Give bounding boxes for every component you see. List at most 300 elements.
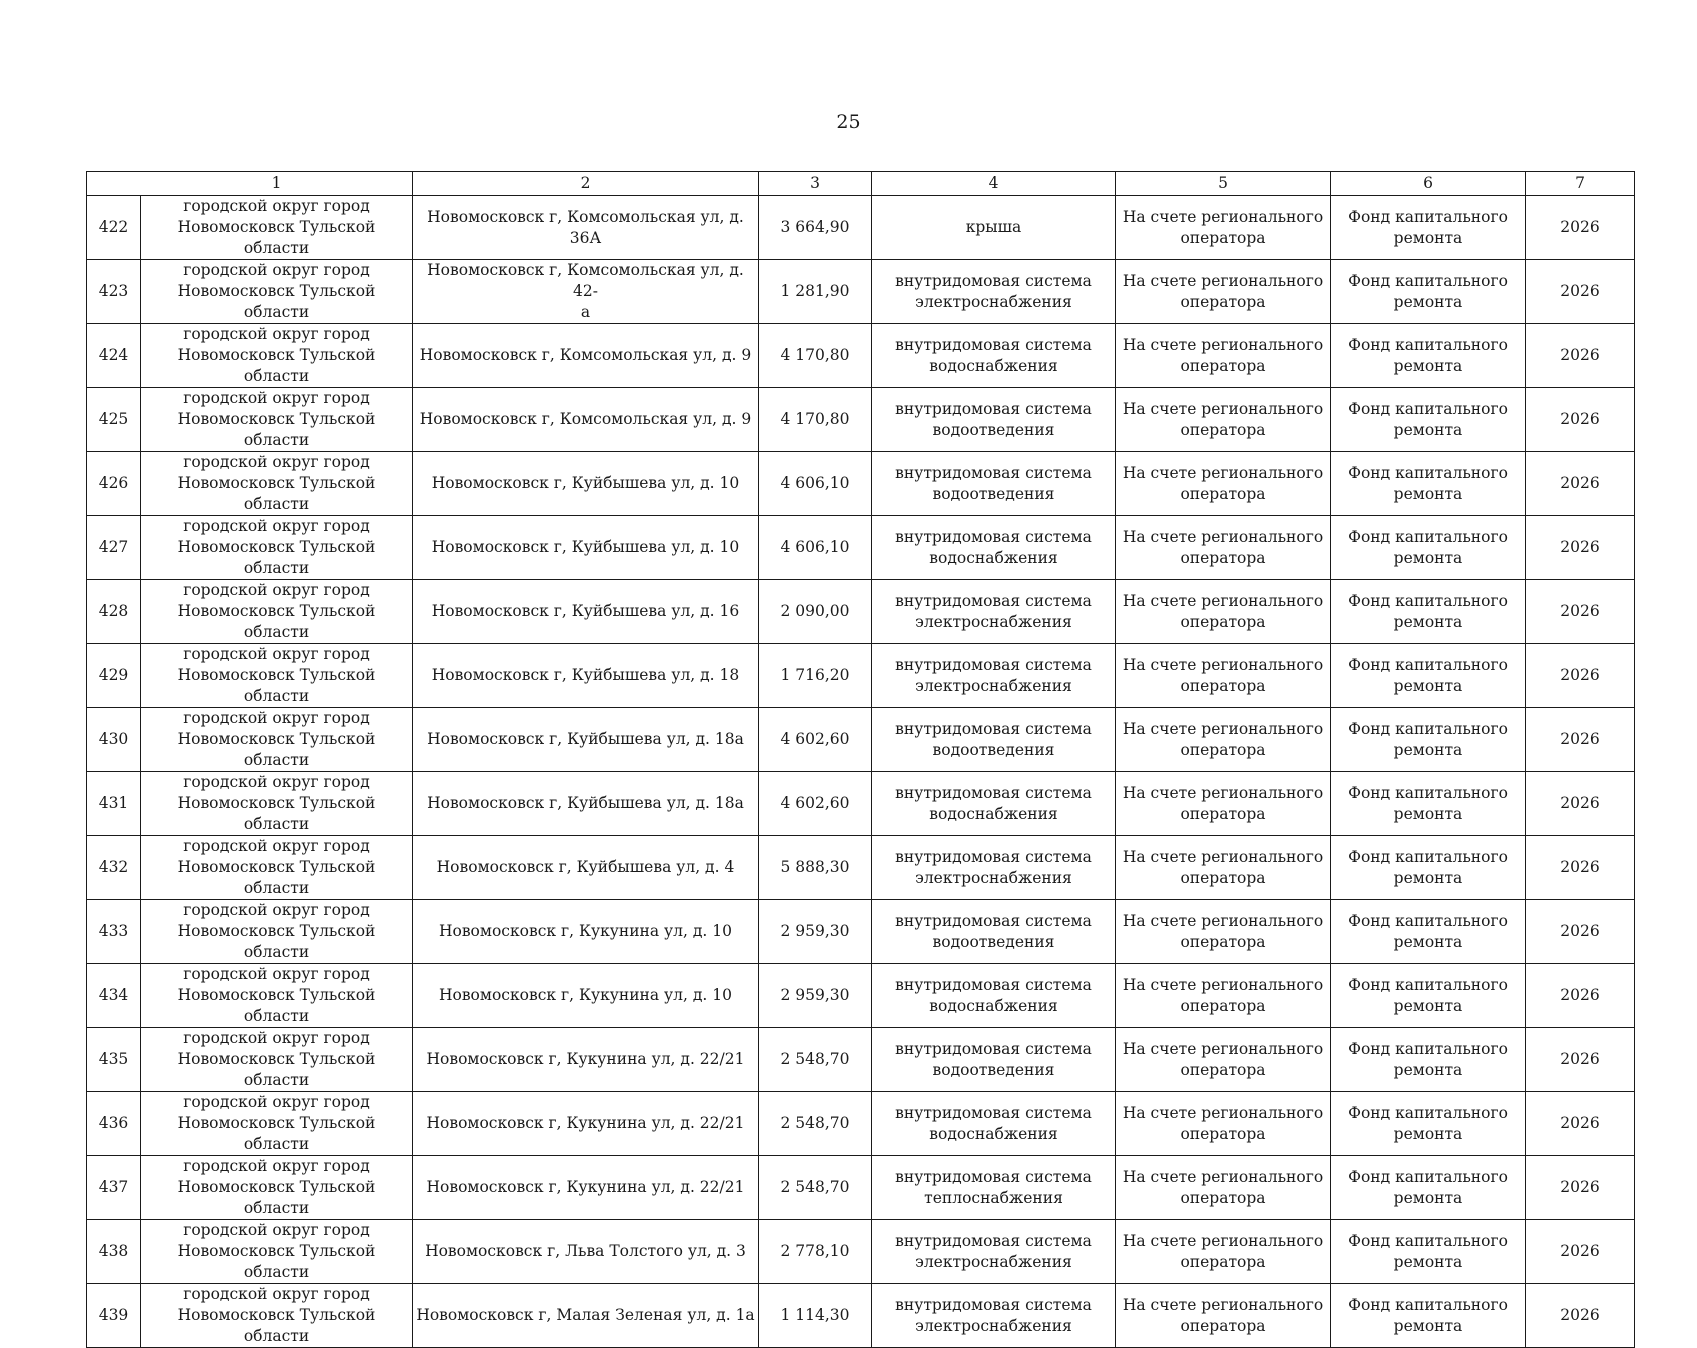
area-cell: 1 716,20 (759, 644, 872, 708)
municipality-cell-line: городской округ город (183, 389, 370, 407)
address-cell-line: Новомосковск г, Куйбышева ул, д. 4 (436, 858, 735, 876)
funding-source-cell-line: ремонта (1393, 356, 1463, 375)
municipality-cell-line: Новомосковск Тульской области (177, 858, 376, 897)
address-cell-line: Новомосковск г, Кукунина ул, д. 22/21 (426, 1178, 745, 1196)
year-cell: 2026 (1526, 772, 1635, 836)
municipality-cell-line: Новомосковск Тульской области (177, 922, 376, 961)
row-number: 437 (87, 1156, 141, 1220)
funding-method-cell-line: оператора (1180, 612, 1266, 631)
funding-source-cell-line: ремонта (1393, 484, 1463, 503)
address-cell (413, 1220, 759, 1284)
municipality-cell (141, 580, 413, 644)
funding-source-cell (1331, 1220, 1526, 1284)
funding-method-cell-line: На счете регионального (1122, 1231, 1324, 1250)
row-number: 430 (87, 708, 141, 772)
row-number: 422 (87, 196, 141, 260)
municipality-cell-line: городской округ город (183, 773, 370, 791)
municipality-cell-line: городской округ город (183, 1029, 370, 1047)
row-number: 427 (87, 516, 141, 580)
table-row (87, 772, 1635, 836)
municipality-cell (141, 1092, 413, 1156)
address-cell-line: Новомосковск г, Комсомольская ул, д. 9 (419, 346, 752, 364)
funding-method-cell (1116, 1092, 1331, 1156)
funding-method-cell-line: оператора (1180, 1316, 1266, 1335)
municipality-cell-line: Новомосковск Тульской области (177, 218, 376, 257)
municipality-cell-line: Новомосковск Тульской области (177, 666, 376, 705)
funding-method-cell-line: оператора (1180, 1188, 1266, 1207)
address-cell (413, 580, 759, 644)
funding-method-cell-line: оператора (1180, 1252, 1266, 1271)
repair-element-cell-line: внутридомовая система (895, 335, 1092, 354)
address-cell (413, 900, 759, 964)
funding-method-cell-line: На счете регионального (1122, 975, 1324, 994)
repair-element-cell-line: водоотведения (932, 484, 1055, 503)
funding-source-cell-line: Фонд капитального (1348, 1039, 1508, 1058)
area-cell: 2 090,00 (759, 580, 872, 644)
area-cell: 4 602,60 (759, 708, 872, 772)
repair-element-cell (872, 324, 1116, 388)
repair-element-cell (872, 708, 1116, 772)
year-cell: 2026 (1526, 1284, 1635, 1348)
funding-method-cell (1116, 1156, 1331, 1220)
funding-method-cell-line: оператора (1180, 1060, 1266, 1079)
municipality-cell (141, 708, 413, 772)
funding-source-cell-line: ремонта (1393, 804, 1463, 823)
repair-element-cell-line: водоснабжения (929, 996, 1058, 1015)
repair-element-cell-line: внутридомовая система (895, 847, 1092, 866)
address-cell-line: Новомосковск г, Кукунина ул, д. 10 (438, 986, 733, 1004)
row-number: 428 (87, 580, 141, 644)
table-row (87, 1028, 1635, 1092)
funding-source-cell (1331, 516, 1526, 580)
area-cell: 2 959,30 (759, 964, 872, 1028)
municipality-cell-line: городской округ город (183, 453, 370, 471)
table-row (87, 388, 1635, 452)
funding-method-cell-line: На счете регионального (1122, 1039, 1324, 1058)
funding-source-cell (1331, 1284, 1526, 1348)
repair-element-cell-line: водоотведения (932, 420, 1055, 439)
address-cell-line: Новомосковск г, Комсомольская ул, д. 9 (419, 410, 752, 428)
funding-source-cell-line: ремонта (1393, 676, 1463, 695)
funding-method-cell-line: На счете регионального (1122, 463, 1324, 482)
funding-source-cell-line: ремонта (1393, 420, 1463, 439)
table-row (87, 644, 1635, 708)
repair-element-cell-line: электроснабжения (915, 1316, 1072, 1335)
funding-source-cell (1331, 644, 1526, 708)
funding-method-cell (1116, 196, 1331, 260)
funding-method-cell-line: оператора (1180, 292, 1266, 311)
funding-method-cell-line: оператора (1180, 868, 1266, 887)
funding-method-cell-line: На счете регионального (1122, 847, 1324, 866)
municipality-cell (141, 388, 413, 452)
table-row (87, 580, 1635, 644)
column-header-number (87, 172, 141, 196)
repair-element-cell (872, 964, 1116, 1028)
funding-method-cell-line: На счете регионального (1122, 1295, 1324, 1314)
funding-source-cell (1331, 580, 1526, 644)
area-cell: 2 548,70 (759, 1028, 872, 1092)
funding-method-cell-line: оператора (1180, 356, 1266, 375)
repair-element-cell-line: теплоснабжения (924, 1188, 1063, 1207)
row-number: 438 (87, 1220, 141, 1284)
address-cell-line: 36А (569, 228, 602, 247)
funding-method-cell-line: оператора (1180, 1124, 1266, 1143)
area-cell: 1 281,90 (759, 260, 872, 324)
funding-source-cell (1331, 1028, 1526, 1092)
address-cell-line: а (580, 303, 591, 321)
funding-method-cell (1116, 708, 1331, 772)
repair-element-cell-line: внутридомовая система (895, 1295, 1092, 1314)
row-number: 426 (87, 452, 141, 516)
funding-source-cell-line: Фонд капитального (1348, 207, 1508, 226)
address-cell-line: Новомосковск г, Комсомольская ул, д. (427, 207, 744, 226)
funding-source-cell-line: ремонта (1393, 1124, 1463, 1143)
funding-source-cell (1331, 772, 1526, 836)
year-cell: 2026 (1526, 516, 1635, 580)
municipality-cell (141, 644, 413, 708)
funding-method-cell-line: оператора (1180, 484, 1266, 503)
municipality-cell-line: Новомосковск Тульской области (177, 474, 376, 513)
table-row (87, 900, 1635, 964)
area-cell: 4 606,10 (759, 516, 872, 580)
funding-source-cell-line: Фонд капитального (1348, 591, 1508, 610)
area-cell: 2 548,70 (759, 1092, 872, 1156)
address-cell (413, 708, 759, 772)
funding-source-cell-line: Фонд капитального (1348, 911, 1508, 930)
funding-source-cell-line: ремонта (1393, 612, 1463, 631)
repair-element-cell-line: внутридомовая система (895, 719, 1092, 738)
municipality-cell-line: Новомосковск Тульской области (177, 602, 376, 641)
funding-method-cell-line: оператора (1180, 804, 1266, 823)
repair-element-cell (872, 1092, 1116, 1156)
column-header-6: 6 (1331, 172, 1526, 196)
municipality-cell (141, 1156, 413, 1220)
repair-element-cell (872, 1220, 1116, 1284)
municipality-cell (141, 836, 413, 900)
municipality-cell-line: городской округ город (183, 261, 370, 279)
funding-method-cell-line: На счете регионального (1122, 719, 1324, 738)
repair-element-cell-line: внутридомовая система (895, 1103, 1092, 1122)
funding-source-cell (1331, 196, 1526, 260)
area-cell: 2 778,10 (759, 1220, 872, 1284)
funding-method-cell (1116, 388, 1331, 452)
year-cell: 2026 (1526, 1028, 1635, 1092)
address-cell-line: Новомосковск г, Кукунина ул, д. 22/21 (426, 1114, 745, 1132)
funding-source-cell-line: ремонта (1393, 868, 1463, 887)
funding-method-cell (1116, 1028, 1331, 1092)
repair-element-cell (872, 388, 1116, 452)
municipality-cell (141, 196, 413, 260)
funding-method-cell (1116, 900, 1331, 964)
repair-element-cell (872, 1156, 1116, 1220)
funding-method-cell (1116, 1284, 1331, 1348)
year-cell: 2026 (1526, 964, 1635, 1028)
address-cell (413, 196, 759, 260)
funding-method-cell (1116, 836, 1331, 900)
table-row (87, 196, 1635, 260)
funding-method-cell-line: оператора (1180, 996, 1266, 1015)
funding-source-cell-line: ремонта (1393, 996, 1463, 1015)
area-cell: 4 170,80 (759, 388, 872, 452)
address-cell-line: Новомосковск г, Комсомольская ул, д. 42- (427, 261, 744, 300)
address-cell-line: Новомосковск г, Куйбышева ул, д. 18 (431, 666, 740, 684)
repair-element-cell-line: внутридомовая система (895, 399, 1092, 418)
row-number: 432 (87, 836, 141, 900)
funding-source-cell (1331, 260, 1526, 324)
municipality-cell-line: городской округ город (183, 325, 370, 343)
funding-source-cell-line: ремонта (1393, 1252, 1463, 1271)
address-cell (413, 964, 759, 1028)
column-header-2: 2 (413, 172, 759, 196)
municipality-cell-line: городской округ город (183, 197, 370, 215)
row-number: 433 (87, 900, 141, 964)
municipality-cell (141, 1220, 413, 1284)
table-row (87, 1284, 1635, 1348)
table-row (87, 964, 1635, 1028)
municipality-cell-line: Новомосковск Тульской области (177, 1114, 376, 1153)
funding-method-cell-line: На счете регионального (1122, 1167, 1324, 1186)
municipality-cell-line: городской округ город (183, 965, 370, 983)
column-header-4: 4 (872, 172, 1116, 196)
funding-source-cell-line: ремонта (1393, 548, 1463, 567)
year-cell: 2026 (1526, 708, 1635, 772)
funding-source-cell-line: ремонта (1393, 1188, 1463, 1207)
municipality-cell-line: Новомосковск Тульской области (177, 986, 376, 1025)
funding-method-cell (1116, 452, 1331, 516)
address-cell (413, 1092, 759, 1156)
table-row (87, 1092, 1635, 1156)
address-cell (413, 1156, 759, 1220)
funding-source-cell (1331, 388, 1526, 452)
address-cell (413, 1284, 759, 1348)
table-row (87, 836, 1635, 900)
area-cell: 5 888,30 (759, 836, 872, 900)
funding-source-cell-line: Фонд капитального (1348, 655, 1508, 674)
funding-source-cell-line: Фонд капитального (1348, 1295, 1508, 1314)
address-cell (413, 1028, 759, 1092)
address-cell (413, 452, 759, 516)
municipality-cell-line: городской округ город (183, 1157, 370, 1175)
repair-element-cell-line: внутридомовая система (895, 1167, 1092, 1186)
funding-method-cell-line: оператора (1180, 676, 1266, 695)
column-header-3: 3 (759, 172, 872, 196)
funding-source-cell-line: ремонта (1393, 292, 1463, 311)
funding-method-cell-line: На счете регионального (1122, 591, 1324, 610)
funding-source-cell-line: Фонд капитального (1348, 399, 1508, 418)
year-cell: 2026 (1526, 900, 1635, 964)
funding-method-cell (1116, 324, 1331, 388)
municipality-cell-line: Новомосковск Тульской области (177, 538, 376, 577)
funding-source-cell-line: Фонд капитального (1348, 271, 1508, 290)
municipality-cell (141, 772, 413, 836)
funding-method-cell-line: На счете регионального (1122, 527, 1324, 546)
municipality-cell-line: Новомосковск Тульской области (177, 1306, 376, 1345)
municipality-cell-line: Новомосковск Тульской области (177, 794, 376, 833)
municipality-cell-line: городской округ город (183, 1221, 370, 1239)
funding-method-cell (1116, 964, 1331, 1028)
address-cell-line: Новомосковск г, Кукунина ул, д. 10 (438, 922, 733, 940)
area-cell: 4 602,60 (759, 772, 872, 836)
municipality-cell-line: городской округ город (183, 901, 370, 919)
repair-element-cell (872, 644, 1116, 708)
address-cell (413, 388, 759, 452)
row-number: 439 (87, 1284, 141, 1348)
repair-element-cell-line: водоотведения (932, 932, 1055, 951)
address-cell-line: Новомосковск г, Кукунина ул, д. 22/21 (426, 1050, 745, 1068)
municipality-cell-line: Новомосковск Тульской области (177, 410, 376, 449)
repair-element-cell-line: внутридомовая система (895, 591, 1092, 610)
repair-element-cell-line: электроснабжения (915, 292, 1072, 311)
repair-element-cell-line: внутридомовая система (895, 1039, 1092, 1058)
year-cell: 2026 (1526, 1156, 1635, 1220)
repair-element-cell-line: крыша (965, 218, 1022, 236)
funding-source-cell-line: Фонд капитального (1348, 1103, 1508, 1122)
address-cell-line: Новомосковск г, Куйбышева ул, д. 10 (431, 474, 740, 492)
address-cell-line: Новомосковск г, Льва Толстого ул, д. 3 (425, 1242, 746, 1260)
funding-source-cell-line: ремонта (1393, 740, 1463, 759)
repair-element-cell-line: внутридомовая система (895, 463, 1092, 482)
row-number: 424 (87, 324, 141, 388)
repair-element-cell (872, 260, 1116, 324)
funding-source-cell-line: Фонд капитального (1348, 463, 1508, 482)
repair-element-cell (872, 836, 1116, 900)
municipality-cell-line: городской округ город (183, 645, 370, 663)
funding-source-cell-line: Фонд капитального (1348, 1167, 1508, 1186)
municipality-cell-line: Новомосковск Тульской области (177, 1050, 376, 1089)
header-row (87, 172, 1635, 196)
year-cell: 2026 (1526, 1220, 1635, 1284)
address-cell-line: Новомосковск г, Куйбышева ул, д. 16 (431, 602, 740, 620)
municipality-cell-line: городской округ город (183, 837, 370, 855)
funding-method-cell-line: оператора (1180, 932, 1266, 951)
funding-method-cell-line: оператора (1180, 740, 1266, 759)
funding-method-cell (1116, 516, 1331, 580)
funding-method-cell-line: На счете регионального (1122, 399, 1324, 418)
municipality-cell (141, 900, 413, 964)
funding-source-cell (1331, 900, 1526, 964)
funding-method-cell-line: На счете регионального (1122, 911, 1324, 930)
funding-source-cell-line: ремонта (1393, 228, 1463, 247)
address-cell-line: Новомосковск г, Куйбышева ул, д. 18а (427, 730, 744, 748)
repair-element-cell-line: внутридомовая система (895, 271, 1092, 290)
address-cell (413, 644, 759, 708)
column-header-1: 1 (141, 172, 413, 196)
funding-source-cell-line: ремонта (1393, 1060, 1463, 1079)
table-row (87, 260, 1635, 324)
table-row (87, 452, 1635, 516)
funding-source-cell (1331, 964, 1526, 1028)
funding-source-cell (1331, 836, 1526, 900)
repair-element-cell (872, 580, 1116, 644)
funding-source-cell (1331, 324, 1526, 388)
capital-repair-table (86, 171, 1635, 1348)
municipality-cell-line: Новомосковск Тульской области (177, 730, 376, 769)
address-cell (413, 772, 759, 836)
table-row (87, 324, 1635, 388)
year-cell: 2026 (1526, 196, 1635, 260)
municipality-cell (141, 516, 413, 580)
funding-source-cell (1331, 1092, 1526, 1156)
repair-element-cell (872, 196, 1116, 260)
funding-method-cell-line: На счете регионального (1122, 271, 1324, 290)
repair-element-cell-line: водоснабжения (929, 1124, 1058, 1143)
repair-element-cell-line: внутридомовая система (895, 527, 1092, 546)
area-cell: 3 664,90 (759, 196, 872, 260)
funding-source-cell-line: Фонд капитального (1348, 335, 1508, 354)
address-cell-line: Новомосковск г, Малая Зеленая ул, д. 1а (416, 1306, 755, 1324)
funding-method-cell-line: оператора (1180, 548, 1266, 567)
address-cell (413, 260, 759, 324)
repair-element-cell-line: водоотведения (932, 1060, 1055, 1079)
funding-source-cell-line: Фонд капитального (1348, 527, 1508, 546)
repair-element-cell-line: электроснабжения (915, 612, 1072, 631)
row-number: 429 (87, 644, 141, 708)
municipality-cell (141, 324, 413, 388)
municipality-cell (141, 452, 413, 516)
funding-source-cell-line: Фонд капитального (1348, 1231, 1508, 1250)
funding-method-cell-line: На счете регионального (1122, 655, 1324, 674)
funding-source-cell-line: ремонта (1393, 1316, 1463, 1335)
year-cell: 2026 (1526, 260, 1635, 324)
funding-source-cell-line: ремонта (1393, 932, 1463, 951)
municipality-cell-line: городской округ город (183, 1285, 370, 1303)
area-cell: 1 114,30 (759, 1284, 872, 1348)
repair-element-cell-line: водоснабжения (929, 356, 1058, 375)
address-cell (413, 324, 759, 388)
row-number: 435 (87, 1028, 141, 1092)
funding-source-cell-line: Фонд капитального (1348, 847, 1508, 866)
address-cell-line: Новомосковск г, Куйбышева ул, д. 18а (427, 794, 744, 812)
funding-source-cell (1331, 452, 1526, 516)
repair-element-cell (872, 772, 1116, 836)
municipality-cell-line: городской округ город (183, 581, 370, 599)
row-number: 423 (87, 260, 141, 324)
funding-method-cell (1116, 1220, 1331, 1284)
row-number: 425 (87, 388, 141, 452)
municipality-cell-line: городской округ город (183, 517, 370, 535)
municipality-cell-line: городской округ город (183, 709, 370, 727)
funding-source-cell-line: Фонд капитального (1348, 783, 1508, 802)
table-row (87, 1220, 1635, 1284)
funding-method-cell (1116, 580, 1331, 644)
repair-element-cell (872, 1028, 1116, 1092)
funding-source-cell-line: Фонд капитального (1348, 975, 1508, 994)
address-cell (413, 516, 759, 580)
year-cell: 2026 (1526, 644, 1635, 708)
municipality-cell (141, 1284, 413, 1348)
repair-element-cell (872, 452, 1116, 516)
repair-element-cell-line: водоотведения (932, 740, 1055, 759)
column-header-5: 5 (1116, 172, 1331, 196)
municipality-cell-line: Новомосковск Тульской области (177, 346, 376, 385)
repair-element-cell-line: внутридомовая система (895, 975, 1092, 994)
municipality-cell-line: городской округ город (183, 1093, 370, 1111)
repair-element-cell-line: электроснабжения (915, 676, 1072, 695)
year-cell: 2026 (1526, 324, 1635, 388)
municipality-cell-line: Новомосковск Тульской области (177, 1242, 376, 1281)
funding-method-cell-line: оператора (1180, 420, 1266, 439)
municipality-cell-line: Новомосковск Тульской области (177, 282, 376, 321)
funding-method-cell-line: На счете регионального (1122, 1103, 1324, 1122)
table-row (87, 516, 1635, 580)
year-cell: 2026 (1526, 580, 1635, 644)
repair-element-cell (872, 516, 1116, 580)
funding-method-cell-line: На счете регионального (1122, 783, 1324, 802)
funding-method-cell (1116, 644, 1331, 708)
area-cell: 4 170,80 (759, 324, 872, 388)
address-cell-line: Новомосковск г, Куйбышева ул, д. 10 (431, 538, 740, 556)
funding-source-cell (1331, 1156, 1526, 1220)
